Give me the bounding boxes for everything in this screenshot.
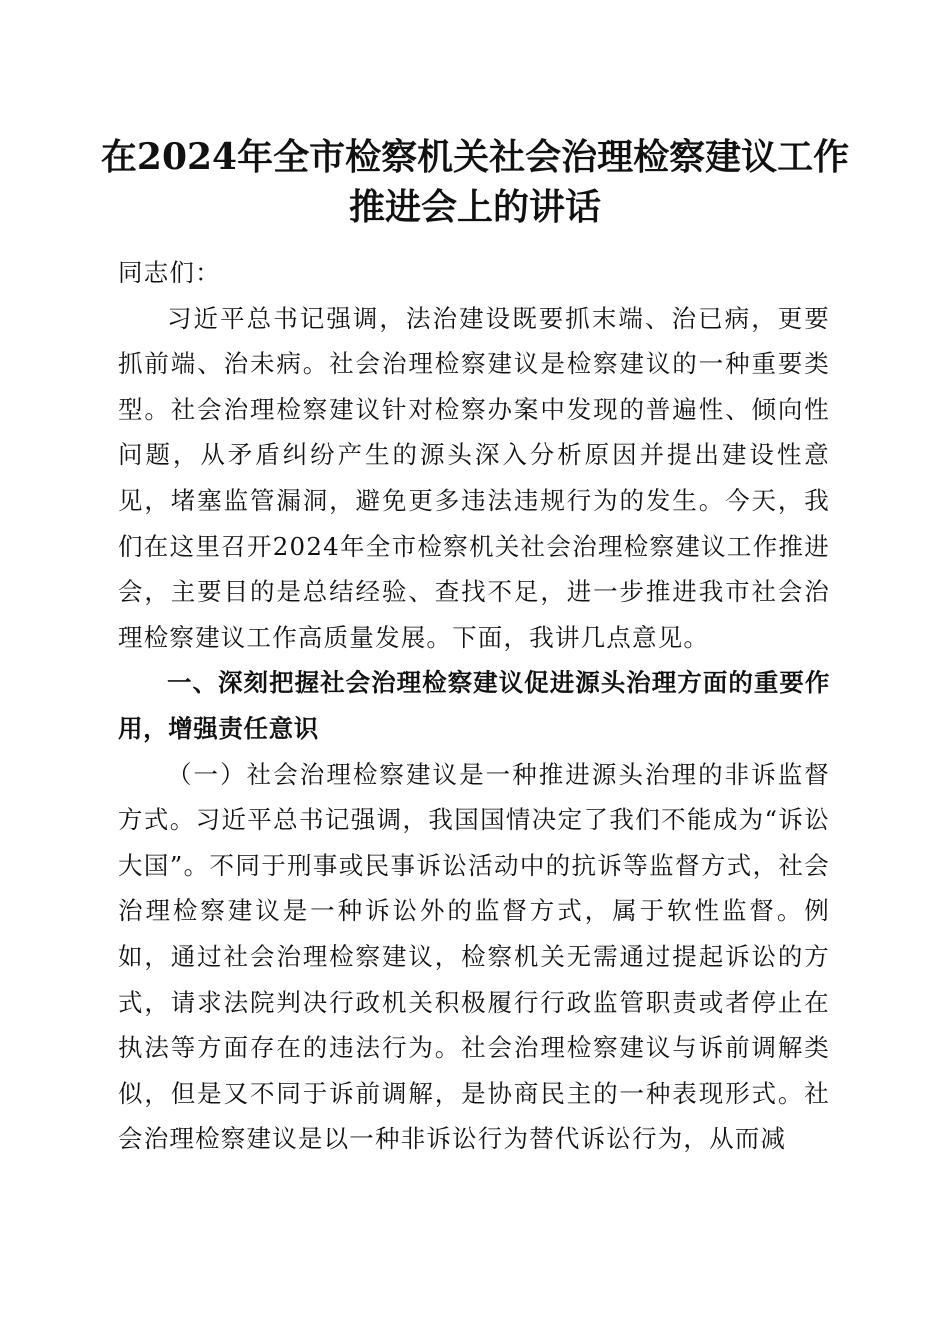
subsection-paragraph: （一）社会治理检察建议是一种推进源头治理的非诉监督方式。习近平总书记强调，我国国情决定了我们不能成为“诉讼大国”。不同于刑事或民事诉讼活动中的抗诉等监督方式，社会治理检察建议是一种诉讼外的监督方式，属于软性监督。例如，通过社会治理检察建议，检察机关无需通过提起诉讼的方式，请求法院判决行政机关积极履行行政监管职责或者停止在执法等方面存在的违法行为。社会治理检察建议与诉前调解类似，但是又不同于诉前调解，是协商民主的一种表现形式。社会治理检察建议是以一种非诉讼行为替代诉讼行为，从而减 — [118, 759, 830, 1154]
document-body — [118, 250, 830, 1162]
section-heading: 一、深刻把握社会治理检察建议促进源头治理方面的重要作用，增强责任意识 — [118, 668, 830, 743]
intro-paragraph: 习近平总书记强调，法治建设既要抓末端、治已病，更要抓前端、治未病。社会治理检察建议是检察建议的一种重要类型。社会治理检察建议针对检察办案中发现的普遍性、倾向性问题，从矛盾纠纷产生的源头深入分析原因并提出建设性意见，堵塞监管漏洞，避免更多违法违规行为的发生。今天，我们在这里召开2024年全市检察机关社会治理检察建议工作推进会，主要目的是总结经验、查找不足，进一步推进我市社会治理检察建议工作高质量发展。下面，我讲几点意见。 — [118, 303, 830, 652]
salutation: 同志们： — [118, 258, 221, 287]
document-title: 在2024年全市检察机关社会治理检察建议工作推进会上的讲话 — [100, 136, 850, 228]
